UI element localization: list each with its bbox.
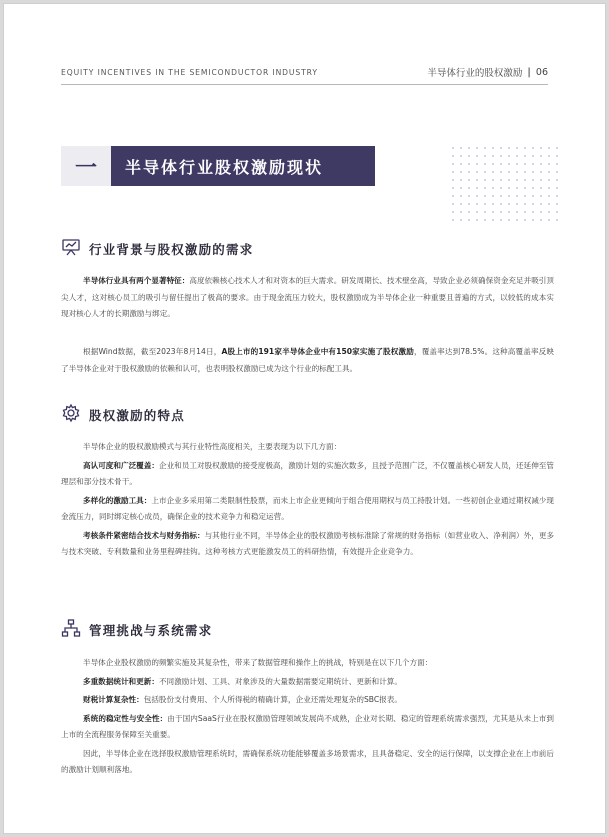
section-body-challenges xyxy=(61,655,554,779)
section-title: 管理挑战与系统需求 xyxy=(89,622,213,638)
decorative-dot-grid xyxy=(449,144,561,224)
challenge-text: 不同激励计划、工具、对象涉及的大量数据需要定期统计、更新和计算。 xyxy=(158,676,402,686)
feature-lead: 高认可度和广泛覆盖： xyxy=(83,460,159,470)
challenge-item xyxy=(61,711,554,744)
challenge-text: 由于国内SaaS行业在股权激励管理领域发展尚不成熟，企业对长期、稳定的管理系统需求强烈，尤其是从未上市到上市的全流程服务保障至关重要。 xyxy=(61,713,554,739)
feature-lead: 考核条件紧密结合技术与财务指标： xyxy=(83,530,205,540)
section-body-features xyxy=(61,439,554,561)
challenge-item xyxy=(61,674,554,691)
paragraph-text: 高度依赖核心技术人才和对资本的巨大需求。研发周期长、技术壁垒高，导致企业必须确保资金充足并吸引顶尖人才，这对核心员工的吸引与留任提出了极高的要求。由于现金流压力较大，股权激励成为半导体企业一种重要且普遍的方式，以较低的成本实现对核心人才的长期激励与绑定。 xyxy=(61,276,554,318)
section-heading-challenges xyxy=(61,618,212,641)
presentation-chart-icon xyxy=(61,237,81,260)
feature-text: 上市企业多采用第二类限制性股票，而未上市企业更倾向于组合使用期权与员工持股计划。一些初创企业通过期权减少现金流压力，同时绑定核心成员，确保企业的技术竞争力和稳定运营。 xyxy=(61,495,554,521)
header-separator: | xyxy=(527,66,531,78)
paragraph: 半导体企业的股权激励模式与其行业特性高度相关，主要表现为以下几方面： xyxy=(83,442,342,451)
section-body-wind-data xyxy=(61,344,554,377)
paragraph xyxy=(61,273,554,323)
running-header-chinese: 半导体行业的股权激励 xyxy=(427,68,523,79)
feature-lead: 多样化的激励工具： xyxy=(83,495,152,505)
feature-item xyxy=(61,528,554,561)
feature-item xyxy=(61,493,554,526)
challenge-item xyxy=(61,692,554,709)
feature-text: 与其他行业不同，半导体企业的股权激励考核标准除了常规的财务指标（如营业收入、净利润）外，更多与技术突破、专利数量和业务里程碑挂钩。这种考核方式更能激发员工的科研热情，有效提升企业竞争力。 xyxy=(61,530,555,556)
section-title: 股权激励的特点 xyxy=(89,407,185,423)
paragraph-highlight: A股上市的191家半导体企业中有150家实施了股权激励 xyxy=(221,347,414,356)
header-divider xyxy=(61,84,548,85)
section-heading-background xyxy=(61,237,253,260)
running-header-right xyxy=(427,65,548,79)
chapter-number: 一 xyxy=(61,146,111,186)
challenge-lead: 系统的稳定性与安全性： xyxy=(83,713,168,723)
running-header-english: EQUITY INCENTIVES IN THE SEMICONDUCTOR INDUSTRY xyxy=(61,68,318,77)
page-number: 06 xyxy=(535,66,548,78)
paragraph: 半导体企业股权激励的频繁实施及其复杂性，带来了数据管理和操作上的挑战，特别是在以下几个方面： xyxy=(83,658,433,667)
feature-text: 企业和员工对股权激励的接受度极高，激励计划的实施次数多，且授予范围广泛，不仅覆盖核心研发人员，还延伸至管理层和部分技术骨干。 xyxy=(61,460,554,486)
paragraph-lead: 半导体行业具有两个显著特征： xyxy=(83,276,190,285)
section-title: 行业背景与股权激励的需求 xyxy=(89,241,254,257)
challenge-text: 包括股份支付费用、个人所得税的精确计算，企业还需处理复杂的SBC报表。 xyxy=(143,695,402,704)
chapter-title: 半导体行业股权激励现状 xyxy=(111,146,375,186)
document-page xyxy=(3,3,606,834)
org-chart-icon xyxy=(61,618,81,641)
challenge-lead: 财税计算复杂性： xyxy=(83,695,144,704)
section-body-background xyxy=(61,273,554,323)
gear-icon xyxy=(61,403,81,426)
paragraph-text: ，覆盖率达到78.5%。这种高覆盖率反映了半导体企业对于股权激励的依赖和认可，也表明股权激励已成为这个行业的标配工具。 xyxy=(61,347,555,373)
challenge-lead: 多重数据统计和更新： xyxy=(83,676,159,686)
paragraph-closing: 因此，半导体企业在选择股权激励管理系统时，需确保系统功能能够覆盖多场景需求，且具备稳定、安全的运行保障，以支撑企业在上市前后的激励计划顺利落地。 xyxy=(61,748,554,774)
paragraph-text: 根据Wind数据，截至2023年8月14日， xyxy=(83,347,222,356)
feature-item xyxy=(61,458,554,491)
paragraph xyxy=(61,344,554,377)
section-heading-features xyxy=(61,403,185,426)
